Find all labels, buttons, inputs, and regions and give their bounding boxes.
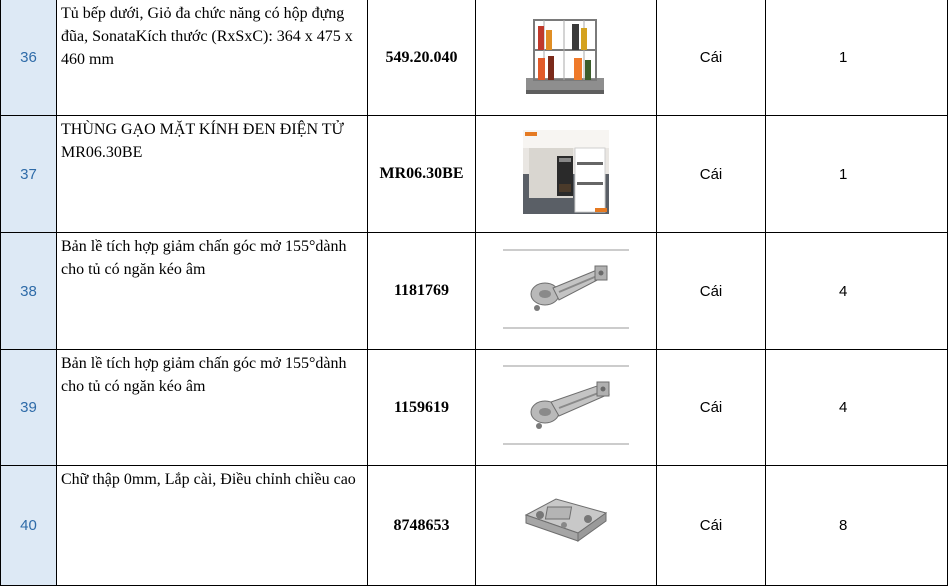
mounting-plate-icon bbox=[516, 493, 616, 558]
row-number[interactable]: 36 bbox=[1, 0, 57, 116]
table-row bbox=[1, 0, 948, 116]
unit[interactable]: Cái bbox=[657, 466, 766, 586]
quantity[interactable]: 1 bbox=[766, 0, 948, 116]
product-code[interactable]: 549.20.040 bbox=[368, 0, 476, 116]
row-number[interactable]: 37 bbox=[1, 116, 57, 233]
table-row bbox=[1, 116, 948, 233]
hinge-icon bbox=[501, 364, 631, 451]
product-name[interactable]: THÙNG GẠO MẶT KÍNH ĐEN ĐIỆN TỬ MR06.30BE bbox=[57, 116, 368, 233]
table-row bbox=[1, 466, 948, 586]
kitchen-basket-icon bbox=[524, 14, 608, 101]
unit[interactable]: Cái bbox=[657, 116, 766, 233]
quantity[interactable]: 8 bbox=[766, 466, 948, 586]
product-code[interactable]: 8748653 bbox=[368, 466, 476, 586]
row-number[interactable]: 40 bbox=[1, 466, 57, 586]
row-number[interactable]: 38 bbox=[1, 233, 57, 350]
unit[interactable]: Cái bbox=[657, 233, 766, 350]
row-number[interactable]: 39 bbox=[1, 350, 57, 466]
product-code[interactable]: 1159619 bbox=[368, 350, 476, 466]
product-code[interactable]: 1181769 bbox=[368, 233, 476, 350]
quantity[interactable]: 4 bbox=[766, 350, 948, 466]
quantity[interactable]: 4 bbox=[766, 233, 948, 350]
product-image-cell[interactable] bbox=[476, 466, 657, 586]
product-code[interactable]: MR06.30BE bbox=[368, 116, 476, 233]
product-name[interactable]: Bản lề tích hợp giảm chấn góc mở 155°dành cho tủ có ngăn kéo âm bbox=[57, 350, 368, 466]
product-image-cell[interactable] bbox=[476, 116, 657, 233]
table-row bbox=[1, 233, 948, 350]
rice-dispenser-icon bbox=[523, 130, 609, 219]
product-name[interactable]: Tủ bếp dưới, Giỏ đa chức năng có hộp đựng đũa, SonataKích thước (RxSxC): 364 x 475 x 460 mm bbox=[57, 0, 368, 116]
hinge-icon bbox=[501, 248, 631, 335]
product-image-cell[interactable] bbox=[476, 350, 657, 466]
product-name[interactable]: Chữ thập 0mm, Lắp cài, Điều chỉnh chiều cao bbox=[57, 466, 368, 586]
product-image-cell[interactable] bbox=[476, 233, 657, 350]
unit[interactable]: Cái bbox=[657, 0, 766, 116]
product-name[interactable]: Bản lề tích hợp giảm chấn góc mở 155°dành cho tủ có ngăn kéo âm bbox=[57, 233, 368, 350]
product-image-cell[interactable] bbox=[476, 0, 657, 116]
table-row bbox=[1, 350, 948, 466]
quantity[interactable]: 1 bbox=[766, 116, 948, 233]
unit[interactable]: Cái bbox=[657, 350, 766, 466]
